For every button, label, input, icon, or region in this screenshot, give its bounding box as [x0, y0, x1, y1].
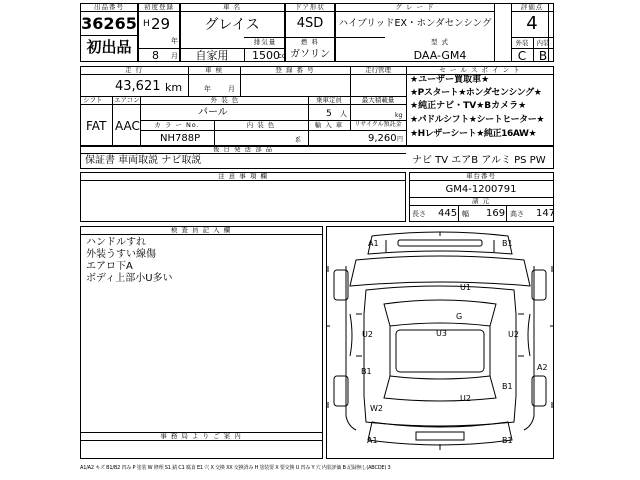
interior-label: 内 装 色 [246, 121, 276, 129]
damage-mark: B1 [502, 239, 513, 248]
load-unit: kg [395, 112, 403, 119]
inspection-line: ハンドルすれ [86, 237, 146, 248]
damage-mark: B1 [361, 367, 372, 376]
mileage-label: 走 行 [124, 66, 144, 74]
ac-label: エアコン [114, 96, 140, 104]
legend: A1/A2 キズ B1/B2 凹み P 塗装 W 修理 S1 錆 C1 腐食 E1 穴 X 交換 XX 交換済み H 塗装要 X 要交換 U 凹み Y 穴 内装評価 B 記録無し(ABCDE) 3 [80, 465, 391, 471]
inspection-title: 検 査 員 記 入 欄 [170, 226, 232, 234]
grade-label: グ レ ー ド [395, 3, 435, 11]
load-label: 最大積載量 [361, 96, 395, 104]
equipment: ナビ TV エアB アルミ PS PW [412, 155, 546, 166]
color-no: NH788P [160, 133, 201, 144]
damage-mark: A1 [367, 436, 378, 445]
reg-year: 29 [151, 15, 171, 33]
model-label: 型 式 [430, 38, 450, 46]
sales-point: ★Pスタート★ホンダセンシング★ [410, 88, 542, 98]
mileage: 43,621 [115, 79, 161, 94]
inspect-year-unit: 年 [204, 85, 211, 93]
name-label: 車 名 [222, 3, 242, 11]
sales-point: ★パドルシフト★シートヒーター★ [410, 115, 545, 125]
inspect-label: 車 検 [204, 66, 224, 74]
notes-label: 注 意 事 項 欄 [218, 172, 268, 180]
frame-label: 車台番号 [466, 172, 496, 180]
grade: ハイブリッドEX・ホンダセンシング [338, 18, 492, 29]
docs-label: 後 日 発 送 部 品 [212, 145, 274, 153]
era: H [143, 19, 150, 29]
lot-label: 出品番号 [94, 3, 124, 11]
year-unit: 年 [171, 37, 178, 45]
mileage-unit: km [165, 81, 183, 94]
inspection-line: 外装うすい線傷 [86, 249, 156, 260]
shift: FAT [86, 119, 107, 133]
width-label: 幅 [462, 210, 469, 218]
lot-number: 36265 [81, 14, 137, 33]
reg-label: 初度登録 [144, 3, 174, 11]
color-label: 外 装 色 [210, 96, 240, 104]
damage-mark: U1 [460, 283, 471, 292]
recycle-label: リサイクル預託金 [354, 121, 402, 128]
mileage-mgmt-label: 走行管理 [365, 66, 391, 74]
car-name: グレイス [204, 17, 260, 33]
recycle-unit: 円 [397, 136, 404, 143]
door-type: 4SD [296, 16, 324, 31]
car-diagram [326, 226, 554, 459]
inspect-month-unit: 月 [228, 85, 235, 93]
sales-point: ★純正ナビ・TV★Bカメラ★ [410, 101, 527, 111]
dims-label: 諸 元 [471, 197, 491, 205]
ext-label: 外装 [515, 39, 529, 47]
damage-mark: A2 [537, 363, 548, 372]
score-label: 評価点 [520, 3, 544, 11]
usage: 自家用 [195, 49, 229, 62]
model-code: DAA-GM4 [413, 49, 467, 62]
damage-mark: B1 [502, 436, 513, 445]
displacement: 1500 [252, 49, 280, 62]
height-label: 高さ [510, 210, 524, 218]
ext-grade: C [517, 49, 527, 63]
length-label: 長さ [412, 210, 426, 218]
interior-unit: 系 [295, 137, 302, 144]
color-no-label: カ ラ ー No. [154, 121, 200, 129]
damage-mark: U2 [362, 330, 373, 339]
fuel-label: 燃 料 [300, 38, 320, 46]
sales-point: ★ユーザー買取車★ [410, 75, 490, 85]
damage-mark: W2 [370, 404, 383, 413]
damage-mark: U2 [460, 394, 471, 403]
seats: 5 [326, 109, 332, 119]
shift-label: シフト [83, 96, 103, 104]
damage-mark: U2 [508, 330, 519, 339]
height: 147 [536, 208, 556, 219]
first-listing-badge: 初出品 [86, 38, 132, 56]
width: 169 [486, 208, 506, 219]
sales-label: セ ー ル ス ポ イ ン ト [439, 66, 521, 74]
reg-month: 8 [152, 49, 159, 62]
damage-mark: U3 [436, 329, 447, 338]
fuel: ガソリン [290, 49, 330, 60]
color: パール [198, 107, 228, 118]
import-label: 輸 入 車 [314, 121, 344, 129]
frame-number: GM4-1200791 [445, 184, 517, 195]
damage-mark: A1 [368, 239, 379, 248]
damage-mark: B1 [502, 382, 513, 391]
sales-point: ★Hレザーシート★純正16AW★ [410, 129, 537, 139]
length: 445 [438, 208, 458, 219]
recycle-amount: 9,260 [368, 133, 397, 144]
ac: AAC [115, 119, 140, 133]
int-label: 内装 [536, 39, 550, 47]
door-label: ドア形状 [295, 3, 325, 11]
int-grade: B [538, 49, 548, 63]
disp-unit: cc [278, 52, 286, 60]
damage-mark: G [456, 312, 463, 321]
inspection-line: エアロ下A [86, 261, 133, 272]
disp-label: 排気量 [253, 38, 277, 46]
office-label: 事 務 局 よ り ご 案 内 [160, 432, 242, 440]
seats-label: 乗車定員 [316, 96, 342, 104]
docs: 保証書 車両取説 ナビ取説 [85, 155, 202, 166]
plate-label: 登 録 番 号 [275, 66, 315, 74]
overall-score: 4 [526, 13, 538, 34]
seats-unit: 人 [340, 110, 347, 118]
month-unit: 月 [171, 52, 178, 60]
inspection-line: ボディ上部小U多い [86, 273, 173, 284]
